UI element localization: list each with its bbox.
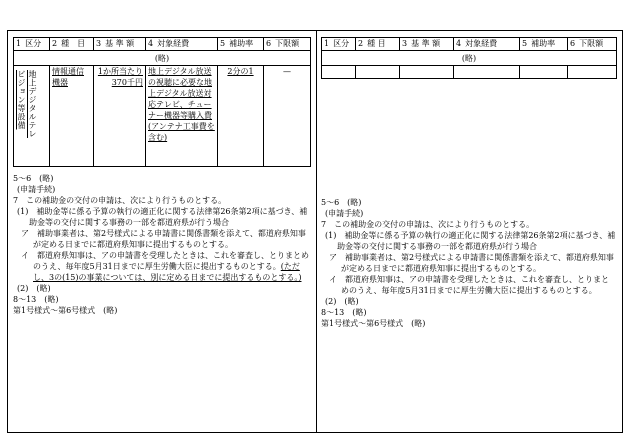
- body-text-revised: 5～6 (略) (申請手続) 7 この補助金の交付の申請は、次により行うものとする。 (1) 補助金等に係る予算の執行の適正化に関する法律第26条第2項に基づき、補助金等の交付に関する事務の一部を都道府県が行う場合 ア 補助事業者は、第2号様式による申請書に関係書類を添えて、都道府県知事が定める日までに都道府県知事に提出するものとする。 イ 都道府県知事は、アの申請書を受理したときは、これを審査し、とりまとめのうえ、毎年度5月31日までに厚生労働大臣に提出するものとする。(ただし、3の(15)の事業については、別に定める日までに提出するものとする。) (2) (略) 8～13 (略) 第1号様式～第6号様式 (略): [13, 174, 309, 315]
- added-note: (ただし、3の(15)の事業については、別に定める日までに提出するものとする。): [33, 262, 302, 282]
- header-kagen: 6 下限額: [264, 38, 311, 51]
- header-kagen: 6 下限額: [568, 38, 617, 51]
- header-kijun: 3 基 準 額: [94, 38, 146, 51]
- header-hojoritsu: 5 補助率: [218, 38, 264, 51]
- cell-shumoku: 情報通信機器: [50, 66, 94, 167]
- table-header-row: [322, 38, 617, 51]
- table-row: [14, 66, 311, 167]
- subsidy-table-revised: [13, 37, 311, 167]
- header-kubun: 1 区分: [322, 38, 356, 51]
- abbr-cell: (略): [322, 51, 617, 66]
- cell-kagen: —: [264, 66, 311, 167]
- table-header-row: [14, 38, 311, 51]
- header-kubun: 1 区分: [14, 38, 50, 51]
- cell-kijun: 1か所当たり370千円: [94, 66, 146, 167]
- abbr-cell: (略): [14, 51, 311, 66]
- body-text-current: 5～6 (略) (申請手続) 7 この補助金の交付の申請は、次により行うものとする。 (1) 補助金等に係る予算の執行の適正化に関する法律第26条第2項に基づき、補助金等の交付に関する事務の一部を都道府県が行う場合 ア 補助事業者は、第2号様式による申請書に関係書類を添えて、都道府県知事が定める日までに都道府県知事に提出するものとする。 イ 都道府県知事は、アの申請書を受理したときは、これを審査し、とりまとめのうえ、毎年度5月31日までに厚生労働大臣に提出するものとする。 (2) (略) 8～13 (略) 第1号様式～第6号様式 (略): [321, 198, 616, 328]
- current-column: [321, 37, 616, 329]
- cell-taisho: 地上デジタル放送の視聴に必要な地上デジタル放送対応テレビ、チューナー機器等購入費(アンテナ工事費を含む): [146, 66, 218, 167]
- header-shumoku: 2 種 目: [50, 38, 94, 51]
- column-divider: [316, 30, 317, 433]
- cell-kubun: 地上デジタルテレ ビジョン等設備: [14, 66, 50, 167]
- revised-column: [13, 37, 310, 316]
- header-hojoritsu: 5 補助率: [520, 38, 568, 51]
- header-shumoku: 2 種 目: [356, 38, 400, 51]
- header-kijun: 3 基 準 額: [400, 38, 454, 51]
- header-taisho: 4 対象経費: [146, 38, 218, 51]
- header-taisho: 4 対象経費: [454, 38, 520, 51]
- table-row: [322, 66, 617, 79]
- cell-hojoritsu: 2分の1: [218, 66, 264, 167]
- subsidy-table-current: [321, 37, 617, 79]
